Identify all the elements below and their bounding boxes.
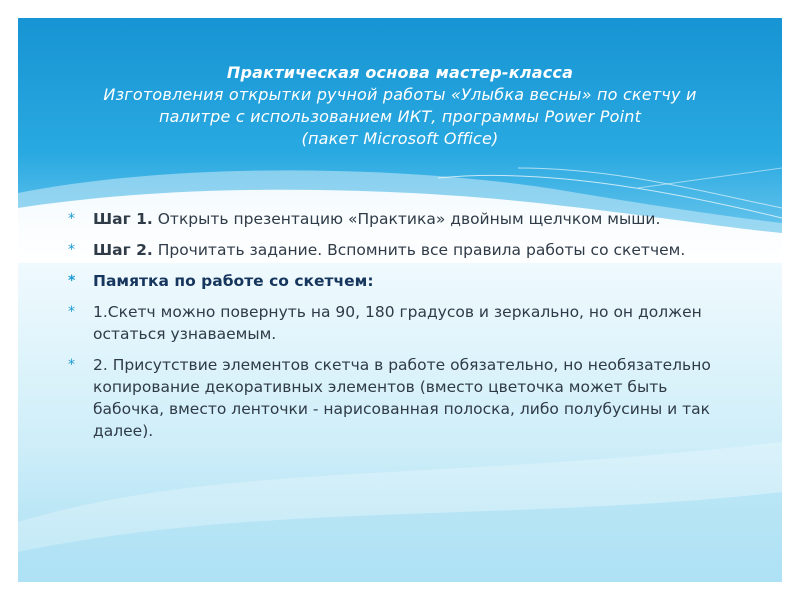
bullet-star-icon: * [68, 304, 75, 320]
title-line-4: (пакет Microsoft Office) [301, 129, 499, 148]
bullet-bold: Шаг 2. [93, 241, 153, 259]
bullet-text: Открыть презентацию «Практика» двойным щелчком мыши. [152, 210, 661, 228]
bullet-step-1 [68, 208, 728, 230]
bullet-bold: Памятка по работе со скетчем: [93, 272, 374, 290]
bullet-star-icon: * [68, 357, 75, 373]
bullet-star-icon: * [68, 273, 76, 289]
title-line-1: Практическая основа мастер-класса [226, 63, 574, 82]
bullet-text: Прочитать задание. Вспомнить все правила работы со скетчем. [152, 241, 686, 259]
slide [18, 18, 782, 582]
bullet-step-2 [68, 239, 728, 261]
bullet-list [68, 208, 728, 451]
title-line-2: Изготовления открытки ручной работы «Улыбка весны» по скетчу и [103, 85, 697, 104]
bullet-star-icon: * [68, 211, 75, 227]
bullet-rule-1 [68, 301, 728, 345]
bullet-text: 1.Скетч можно повернуть на 90, 180 градусов и зеркально, но он должен остаться узнаваемым. [93, 303, 702, 343]
slide-title [48, 62, 752, 150]
bullet-bold: Шаг 1. [93, 210, 153, 228]
bullet-rule-2 [68, 354, 728, 442]
bullet-memo-heading [68, 270, 728, 292]
bullet-text: 2. Присутствие элементов скетча в работе обязательно, но необязательно копирование декоративных элементов (вместо цветочка может быть бабочка, вместо ленточки - нарисованная полоска, либо полубусины и так далее). [93, 356, 711, 440]
bullet-star-icon: * [68, 242, 75, 258]
title-line-3: палитре с использованием ИКТ, программы Power Point [158, 107, 642, 126]
